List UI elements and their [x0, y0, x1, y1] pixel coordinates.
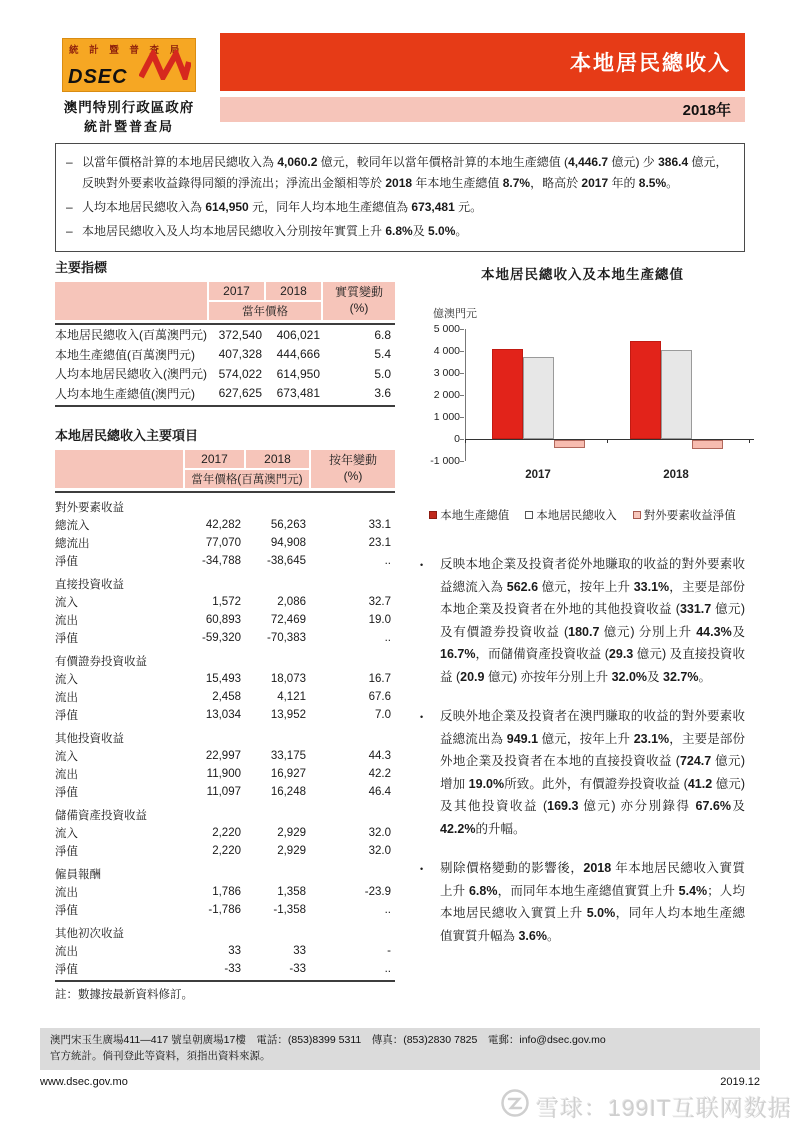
- value-2018: -33: [289, 963, 306, 975]
- header-yoy-change-unit: (%): [343, 469, 363, 483]
- value-2018: 94,908: [270, 537, 306, 549]
- value-2018: 33,175: [270, 750, 306, 762]
- value-2017: -59,320: [201, 632, 241, 644]
- value-change: 23.1: [368, 537, 391, 549]
- legend-item-gni: [525, 507, 617, 523]
- component-row: [55, 960, 395, 978]
- value-2017: 13,034: [205, 709, 241, 721]
- left-column: [55, 255, 395, 1002]
- value-2018: 4,121: [277, 691, 306, 703]
- value-change: ..: [384, 632, 391, 644]
- value-2017: -1,786: [208, 904, 241, 916]
- summary-bullet-text: 人均本地居民總收入為 614,950 元，同年人均本地生產總值為 673,481 元。: [82, 200, 483, 214]
- x-axis-tick: [749, 439, 750, 443]
- row-label: 淨值: [55, 710, 78, 722]
- legend-label: 對外要素收益淨值: [643, 510, 736, 522]
- value-2017: 627,625: [218, 386, 262, 401]
- component-row: [55, 765, 395, 783]
- page-title: 本地居民總收入: [220, 33, 745, 91]
- header-current-prices: 當年價格: [209, 302, 321, 320]
- value-2017: 407,328: [218, 347, 262, 362]
- legend-item-nfi: [633, 507, 736, 523]
- analysis-list: [420, 553, 745, 947]
- value-change: -: [387, 945, 391, 957]
- indicator-row: [55, 384, 395, 404]
- value-2018: 444,666: [276, 347, 320, 362]
- chart-plot: [430, 323, 750, 481]
- value-2018: 406,021: [276, 327, 320, 342]
- legend-swatch-icon: [633, 511, 641, 519]
- row-label: 本地居民總收入(百萬澳門元): [55, 328, 207, 343]
- y-axis-label: 1 000: [433, 411, 460, 423]
- footer-address-line: 澳門宋玉生廣場411—417 號皇朝廣場17樓 電話：(853)8399 5311 傳真：(853)2830 7825 電郵：info@dsec.gov.mo: [50, 1034, 606, 1046]
- bar-gni-2017: [523, 357, 554, 439]
- table-rule: [55, 491, 395, 493]
- value-2017: 42,282: [205, 519, 241, 531]
- y-axis-label: 3 000: [433, 367, 460, 379]
- value-change: 44.3: [368, 750, 391, 762]
- x-axis-tick: [607, 439, 608, 443]
- value-change: 42.2: [368, 768, 391, 780]
- row-label: 總流出: [55, 538, 90, 550]
- legend-item-gdp: [429, 507, 509, 523]
- watermark: [500, 1088, 792, 1124]
- right-column: [420, 255, 745, 1002]
- value-2018: 56,263: [270, 519, 306, 531]
- summary-box: [55, 143, 745, 252]
- value-2018: 16,927: [270, 768, 306, 780]
- footer-official-line: 官方統計。倘刊登此等資料，須指出資料來源。: [50, 1050, 271, 1063]
- analysis-bullet: [420, 857, 745, 947]
- section-title: 僱員報酬: [55, 869, 101, 881]
- y-axis-label: 0: [454, 433, 460, 445]
- value-2017: 15,493: [205, 673, 241, 685]
- row-label: 淨值: [55, 964, 78, 976]
- row-label: 流入: [55, 674, 78, 686]
- value-2018: 673,481: [276, 386, 320, 401]
- component-row: [55, 824, 395, 842]
- summary-bullet-text: 以當年價格計算的本地居民總收入為 4,060.2 億元，較同年以當年價格計算的本地生產總值 (4,446.7 億元) 少 386.4 億元，反映對外要素收益錄得同額的淨流出；淨流出金額相等於 2018 年本地生產總值 8.7%，略高於 2017 年的 8.5%。: [82, 155, 728, 190]
- title-block: [220, 33, 745, 122]
- analysis-bullet-text: 反映本地企業及投資者從外地賺取的收益的對外要素收益總流入為 562.6 億元，按年上升 33.1%，主要是部份本地企業及投資者在外地的其他投資收益 (331.7 億元) 及有價證券投資收益 (180.7 億元) 分別上升 44.3%及 16.7%，而儲備資產投資收益 (29.3 億元) 及直接投資收益 (20.9 億元) 亦按年分別上升 32.0%及 32.7%。: [440, 557, 746, 684]
- value-change: ..: [384, 555, 391, 567]
- value-2018: 33: [293, 945, 306, 957]
- y-axis-tick: [460, 373, 464, 374]
- value-2018: 16,248: [270, 786, 306, 798]
- watermark-text: 雪球：199IT互联网数据: [536, 1094, 792, 1121]
- value-change: 19.0: [368, 614, 391, 626]
- website-link[interactable]: www.dsec.gov.mo: [40, 1076, 128, 1088]
- summary-list: [66, 152, 730, 242]
- value-change: 32.0: [368, 827, 391, 839]
- analysis-bullet: [420, 553, 745, 688]
- value-2018: -1,358: [273, 904, 306, 916]
- value-2018: 18,073: [270, 673, 306, 685]
- header-2018: 2018: [246, 450, 309, 468]
- section-title: 其他投資收益: [55, 733, 124, 745]
- component-row: [55, 611, 395, 629]
- value-change: ..: [384, 904, 391, 916]
- value-change: 67.6: [368, 691, 391, 703]
- header-real-change-unit: (%): [349, 301, 369, 315]
- value-change: 3.6: [374, 386, 391, 401]
- value-2017: 60,893: [205, 614, 241, 626]
- components-table: [55, 450, 395, 982]
- logo-acronym: DSEC: [68, 66, 128, 88]
- value-change: ..: [384, 963, 391, 975]
- analysis-bullet: [420, 705, 745, 840]
- value-2017: 372,540: [218, 327, 262, 342]
- header-yoy-change-label: 按年變動: [328, 453, 377, 468]
- chart-unit-label: 億澳門元: [433, 308, 477, 320]
- summary-bullet: [66, 197, 730, 218]
- legend-swatch-icon: [525, 511, 533, 519]
- table-rule: [55, 980, 395, 982]
- legend-label: 本地生產總值: [440, 510, 510, 522]
- row-label: 流入: [55, 597, 78, 609]
- row-label: 流出: [55, 769, 78, 781]
- legend-label: 本地居民總收入: [536, 510, 617, 522]
- y-axis-tick: [460, 395, 464, 396]
- report-year: 2018年: [220, 97, 745, 122]
- issue-date: 2019.12: [720, 1076, 760, 1088]
- bar-nfi-2017: [554, 440, 585, 448]
- indicators-table: [55, 282, 395, 407]
- gov-line-1: 澳門特別行政區政府: [63, 100, 195, 115]
- logo-bureau-text: 統 計 暨 普 查 局: [69, 45, 184, 56]
- y-axis-tick: [460, 351, 464, 352]
- summary-bullet-text: 本地居民總收入及人均本地居民總收入分別按年實質上升 6.8%及 5.0%。: [82, 224, 468, 238]
- indicators-body: [55, 325, 395, 403]
- row-label: 流入: [55, 751, 78, 763]
- row-label: 人均本地居民總收入(澳門元): [55, 367, 207, 382]
- value-2017: 11,097: [206, 786, 241, 798]
- bar-gdp-2018: [630, 341, 661, 439]
- header-empty-cell: [55, 282, 207, 320]
- xueqiu-logo-icon: [500, 1088, 530, 1124]
- component-row: [55, 942, 395, 960]
- components-heading: 本地居民總收入主要項目: [55, 428, 199, 443]
- x-category-label: 2018: [663, 469, 689, 481]
- chart-legend: [420, 507, 745, 523]
- component-row: [55, 747, 395, 765]
- value-2017: -33: [224, 963, 241, 975]
- component-row: [55, 783, 395, 801]
- header-2017: 2017: [209, 282, 264, 300]
- section-title: 直接投資收益: [55, 579, 124, 591]
- y-axis-tick: [460, 329, 464, 330]
- section-title: 對外要素收益: [55, 502, 124, 514]
- dsec-logo: [62, 38, 196, 92]
- value-2018: -70,383: [266, 632, 306, 644]
- x-axis-tick: [465, 439, 466, 443]
- value-change: 6.8: [374, 327, 391, 342]
- value-2017: 574,022: [218, 366, 262, 381]
- zigzag-icon: [139, 50, 191, 85]
- component-row: [55, 516, 395, 534]
- header-yoy-change: [311, 450, 395, 488]
- row-label: 淨值: [55, 846, 78, 858]
- bar-gni-2018: [661, 350, 692, 439]
- value-change: 7.0: [375, 709, 391, 721]
- value-2018: -38,645: [266, 555, 306, 567]
- value-2018: 1,358: [277, 886, 306, 898]
- gov-line-2: 統計暨普查局: [83, 119, 174, 134]
- row-label: 淨值: [55, 633, 78, 645]
- indicators-heading: 主要指標: [55, 260, 108, 275]
- component-row: [55, 593, 395, 611]
- chart-title: 本地居民總收入及本地生產總值: [481, 267, 684, 282]
- row-label: 本地生產總值(百萬澳門元): [55, 347, 195, 362]
- row-label: 流入: [55, 828, 78, 840]
- header-empty-cell: [55, 450, 183, 488]
- value-change: 5.0: [374, 366, 391, 381]
- y-axis-label: 4 000: [433, 345, 460, 357]
- section-title: 其他初次收益: [55, 928, 124, 940]
- analysis-bullet-text: 剔除價格變動的影響後，2018 年本地居民總收入實質上升 6.8%，而同年本地生產總值實質上升 5.4%；人均本地居民總收入實質上升 5.0%，同年人均本地生產總值實質升幅為 3.6%。: [440, 861, 745, 943]
- y-axis-label: -1 000: [430, 455, 460, 467]
- bar-gdp-2017: [492, 349, 523, 439]
- components-body: [55, 498, 395, 978]
- row-label: 流出: [55, 615, 78, 627]
- y-axis-label: 5 000: [433, 323, 460, 335]
- value-2017: 1,572: [212, 596, 241, 608]
- y-axis-tick: [460, 417, 464, 418]
- y-axis-tick: [460, 461, 464, 462]
- header-real-change-label: 實質變動: [334, 285, 383, 300]
- row-label: 流出: [55, 692, 78, 704]
- section-title: 有價證券投資收益: [55, 656, 147, 668]
- header-2018: 2018: [266, 282, 321, 300]
- value-2017: 11,900: [206, 768, 241, 780]
- component-row: [55, 706, 395, 724]
- value-2017: 22,997: [205, 750, 241, 762]
- footer-contact-box: [40, 1028, 760, 1070]
- value-2018: 614,950: [276, 366, 320, 381]
- row-label: 總流入: [55, 520, 90, 532]
- component-row: [55, 552, 395, 570]
- component-row: [55, 670, 395, 688]
- row-label: 淨值: [55, 905, 78, 917]
- table-rule: [55, 405, 395, 407]
- footer-row: [40, 1076, 760, 1088]
- value-2017: 2,458: [212, 691, 241, 703]
- component-row: [55, 842, 395, 860]
- value-change: 5.4: [374, 347, 391, 362]
- y-axis-tick: [460, 439, 464, 440]
- header-current-prices-mop: 當年價格(百萬澳門元): [185, 470, 309, 488]
- value-2017: 33: [228, 945, 241, 957]
- x-category-label: 2017: [525, 469, 551, 481]
- value-2018: 72,469: [270, 614, 306, 626]
- bullet-marker: •: [420, 712, 424, 722]
- summary-bullet: [66, 152, 730, 194]
- header-2017: 2017: [185, 450, 244, 468]
- indicator-row: [55, 345, 395, 365]
- content-columns: [55, 255, 745, 1002]
- value-2018: 2,929: [277, 827, 306, 839]
- value-2017: 77,070: [205, 537, 241, 549]
- bullet-marker: –: [66, 155, 73, 169]
- indicator-row: [55, 364, 395, 384]
- value-2017: -34,788: [201, 555, 241, 567]
- value-2017: 2,220: [212, 845, 241, 857]
- legend-swatch-icon: [429, 511, 437, 519]
- row-label: 流出: [55, 946, 78, 958]
- bullet-marker: –: [66, 200, 73, 214]
- indicator-row: [55, 325, 395, 345]
- row-label: 人均本地生產總值(澳門元): [55, 386, 195, 401]
- table-note: 註：數據按最新資料修訂。: [55, 989, 193, 1001]
- component-row: [55, 688, 395, 706]
- summary-bullet: [66, 221, 730, 242]
- row-label: 淨值: [55, 787, 78, 799]
- component-row: [55, 629, 395, 647]
- value-change: 46.4: [368, 786, 391, 798]
- row-label: 流出: [55, 887, 78, 899]
- analysis-bullet-text: 反映外地企業及投資者在澳門賺取的收益的對外要素收益總流出為 949.1 億元，按年上升 23.1%，主要是部份外地企業及投資者在本地的直接投資收益 (724.7 億元) 增加 19.0%所致。此外，有價證券投資收益 (41.2 億元) 及其他投資收益 (169.3 億元) 亦分別錄得 67.6%及 42.2%的升幅。: [440, 709, 746, 836]
- bullet-marker: •: [420, 560, 424, 570]
- value-change: -23.9: [364, 886, 391, 898]
- y-axis-label: 2 000: [433, 389, 460, 401]
- bullet-marker: –: [66, 224, 73, 238]
- header-real-change: [323, 282, 395, 320]
- value-change: 16.7: [368, 673, 391, 685]
- component-row: [55, 534, 395, 552]
- value-2018: 2,086: [277, 596, 306, 608]
- section-title: 儲備資產投資收益: [55, 810, 147, 822]
- components-table-header: [55, 450, 395, 488]
- bar-nfi-2018: [692, 440, 723, 449]
- value-change: 32.7: [368, 596, 391, 608]
- component-row: [55, 901, 395, 919]
- row-label: 淨值: [55, 556, 78, 568]
- value-change: 33.1: [368, 519, 391, 531]
- value-2017: 1,786: [212, 886, 241, 898]
- bullet-marker: •: [420, 864, 424, 874]
- value-2017: 2,220: [212, 827, 241, 839]
- indicators-table-header: [55, 282, 395, 320]
- value-change: 32.0: [368, 845, 391, 857]
- value-2018: 2,929: [277, 845, 306, 857]
- value-2018: 13,952: [270, 709, 306, 721]
- component-row: [55, 883, 395, 901]
